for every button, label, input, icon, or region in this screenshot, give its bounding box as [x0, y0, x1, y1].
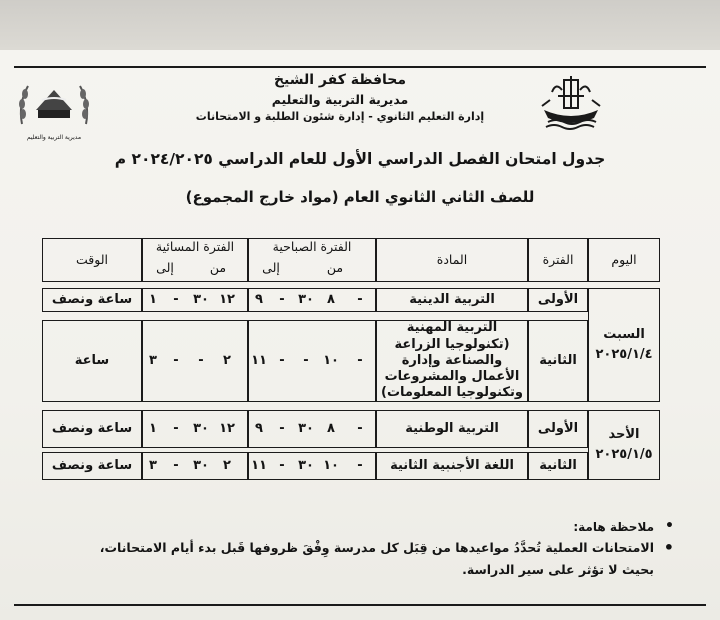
notes-bullet-icon: • — [663, 538, 674, 557]
row-duration: ساعة ونصف — [51, 457, 133, 473]
row-morning-to-minute: - — [279, 352, 285, 368]
header-duration: الوقت — [76, 252, 108, 268]
row-morning-dash: - — [357, 352, 363, 368]
row-morning-dash: - — [357, 291, 363, 307]
left-emblem-caption: مديرية التربية والتعليم — [26, 134, 82, 141]
row-morning-from-hour: ١٠ — [323, 352, 339, 368]
notes-line-2: بحيث لا تؤثر على سير الدراسة. — [462, 562, 654, 577]
header-subject: المادة — [436, 252, 468, 268]
row-evening-dash: - — [173, 352, 179, 368]
header-day: اليوم — [611, 252, 637, 268]
header-evening-from: من — [209, 260, 227, 276]
department-name: إدارة التعليم الثانوي - إدارة شئون الطلبة و الامتحانات — [195, 110, 485, 123]
row-evening-to-hour: ٣ — [149, 352, 157, 368]
row-morning-to-hour: ١١ — [251, 352, 267, 368]
row-morning-dash: - — [357, 420, 363, 436]
header-evening-period: الفترة المسائية — [155, 239, 235, 255]
bottom-rule — [14, 604, 706, 606]
photo-top-edge — [0, 0, 720, 50]
row-period: الثانية — [539, 352, 577, 368]
row-duration: ساعة — [74, 352, 110, 368]
row-evening-from-minute: - — [198, 352, 204, 368]
row-morning-from-minute: ٣٠ — [298, 291, 314, 307]
top-rule — [14, 66, 706, 68]
row-period: الثانية — [539, 457, 577, 473]
row-duration: ساعة ونصف — [51, 291, 133, 307]
governorate-name: محافظة كفر الشيخ — [273, 72, 407, 88]
row-morning-from-minute: ٣٠ — [298, 420, 314, 436]
directorate-emblem-icon — [14, 74, 94, 136]
row-day-name: الأحد — [608, 426, 640, 442]
row-evening-dash: - — [173, 457, 179, 473]
row-evening-from-minute: ٣٠ — [193, 291, 209, 307]
row-morning-from-minute: ٣٠ — [298, 457, 314, 473]
row-evening-to-hour: ١ — [149, 420, 157, 436]
row-morning-to-hour: ٩ — [255, 420, 263, 436]
row-day-date: ٢٠٢٥/١/٥ — [595, 446, 653, 462]
row-morning-to-hour: ٩ — [255, 291, 263, 307]
row-morning-from-hour: ٨ — [327, 291, 335, 307]
notes-bullet-icon: • — [665, 518, 674, 534]
row-day-name: السبت — [603, 326, 645, 342]
header-morning-to: إلى — [262, 260, 280, 276]
kafr-elsheikh-emblem-icon — [536, 72, 606, 134]
row-morning-from-hour: ١٠ — [323, 457, 339, 473]
header-period: الفترة — [542, 252, 574, 268]
row-period: الأولى — [537, 420, 579, 436]
row-morning-dash: - — [357, 457, 363, 473]
row-subject: التربية المهنية (تكنولوجيا الزراعة والصناعة وإدارة الأعمال والمشروعات وتكنولوجيا المعلومات) — [381, 320, 523, 401]
row-morning-to-hour: ١١ — [251, 457, 267, 473]
row-subject: اللغة الأجنبية الثانية — [390, 457, 514, 473]
row-period: الأولى — [537, 291, 579, 307]
row-day-date: ٢٠٢٥/١/٤ — [595, 346, 653, 362]
directorate-name: مديرية التربية والتعليم — [271, 92, 409, 107]
row-evening-from-minute: ٣٠ — [193, 457, 209, 473]
row-evening-from-hour: ١٢ — [219, 420, 235, 436]
row-morning-from-hour: ٨ — [327, 420, 335, 436]
notes-heading: ملاحظة هامة: — [573, 520, 654, 534]
row-evening-from-hour: ٢ — [223, 457, 231, 473]
row-evening-from-hour: ٢ — [223, 352, 231, 368]
header-morning-from: من — [326, 260, 344, 276]
row-subject: التربية الوطنية — [405, 420, 499, 436]
page-title: جدول امتحان الفصل الدراسي الأول للعام الدراسي ٢٠٢٤/٢٠٢٥ م — [114, 150, 606, 168]
row-morning-to-minute: - — [279, 457, 285, 473]
row-evening-from-hour: ١٢ — [219, 291, 235, 307]
row-subject: التربية الدينية — [409, 291, 495, 307]
row-morning-to-minute: - — [279, 420, 285, 436]
row-morning-from-minute: - — [303, 352, 309, 368]
notes-line-1: الامتحانات العملية تُحدَّدُ مواعيدها من قِبَل كل مدرسة وِفْقَ ظروفها قَبل بدء أيام الامتحانات، — [99, 540, 654, 555]
row-morning-to-minute: - — [279, 291, 285, 307]
row-evening-from-minute: ٣٠ — [193, 420, 209, 436]
row-evening-to-hour: ١ — [149, 291, 157, 307]
row-duration: ساعة ونصف — [51, 420, 133, 436]
row-evening-dash: - — [173, 420, 179, 436]
page-subtitle: للصف الثاني الثانوي العام (مواد خارج المجموع) — [185, 188, 535, 206]
row-evening-dash: - — [173, 291, 179, 307]
row-evening-to-hour: ٣ — [149, 457, 157, 473]
header-morning-period: الفترة الصباحية — [272, 239, 352, 255]
header-evening-to: إلى — [156, 260, 174, 276]
